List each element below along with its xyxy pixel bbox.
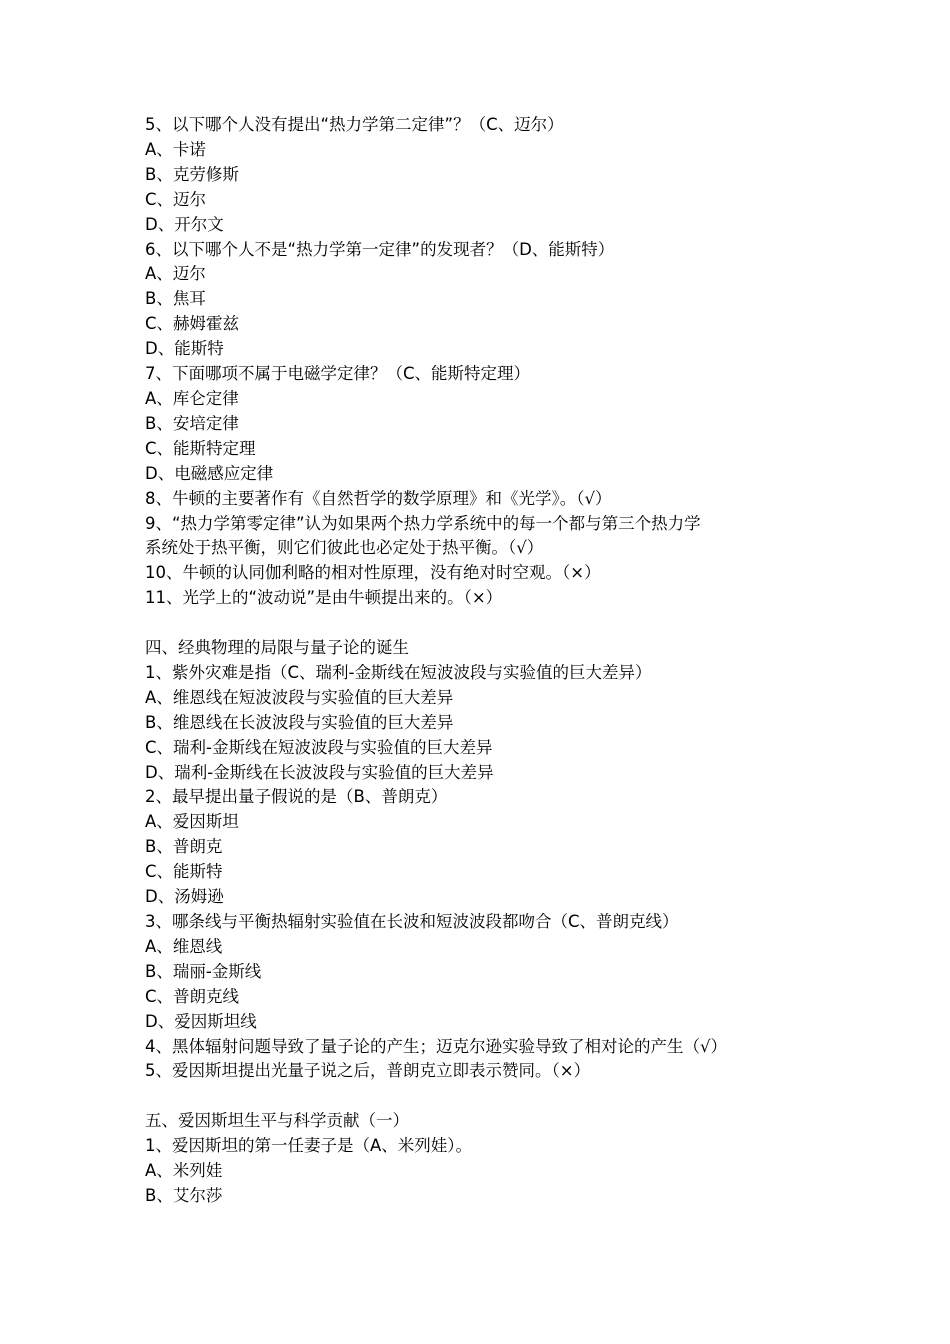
answer-option: A、库仑定律 bbox=[145, 388, 239, 408]
question-line: 8、牛顿的主要著作有《自然哲学的数学原理》和《光学》。（√） bbox=[145, 488, 612, 508]
answer-option: D、开尔文 bbox=[145, 214, 224, 234]
answer-option: C、能斯特 bbox=[145, 862, 223, 882]
answer-option: A、迈尔 bbox=[145, 264, 206, 284]
answer-option: A、米列娃 bbox=[145, 1161, 223, 1181]
answer-option: C、赫姆霍兹 bbox=[145, 314, 240, 334]
answer-option: D、电磁感应定律 bbox=[145, 463, 274, 483]
answer-option: A、卡诺 bbox=[145, 139, 206, 159]
question-line: 3、哪条线与平衡热辐射实验值在长波和短波波段都吻合（C、普朗克线） bbox=[145, 911, 679, 931]
answer-option: C、瑞利-金斯线在短波波段与实验值的巨大差异 bbox=[145, 737, 493, 757]
answer-option: A、爱因斯坦 bbox=[145, 812, 239, 832]
question-line: 7、下面哪项不属于电磁学定律？（C、能斯特定理） bbox=[145, 364, 531, 384]
answer-option: B、克劳修斯 bbox=[145, 164, 239, 184]
question-line: 4、黑体辐射问题导致了量子论的产生；迈克尔逊实验导致了相对论的产生（√） bbox=[145, 1036, 728, 1056]
answer-option: B、焦耳 bbox=[145, 289, 206, 309]
answer-option: B、安培定律 bbox=[145, 413, 239, 433]
question-line: 2、最早提出量子假说的是（B、普朗克） bbox=[145, 787, 448, 807]
blank-line bbox=[145, 1084, 820, 1109]
question-line: 5、以下哪个人没有提出“热力学第二定律”？（C、迈尔） bbox=[145, 115, 564, 134]
answer-option: D、爱因斯坦线 bbox=[145, 1011, 257, 1031]
answer-option: D、能斯特 bbox=[145, 339, 224, 359]
question-line: 11、光学上的“波动说”是由牛顿提出来的。（×） bbox=[145, 588, 503, 608]
question-line: 5、爱因斯坦提出光量子说之后，普朗克立即表示赞同。（×） bbox=[145, 1061, 591, 1081]
answer-option: B、维恩线在长波波段与实验值的巨大差异 bbox=[145, 712, 454, 732]
answer-option: D、瑞利-金斯线在长波波段与实验值的巨大差异 bbox=[145, 762, 494, 782]
answer-option: C、迈尔 bbox=[145, 189, 207, 209]
answer-option: A、维恩线在短波波段与实验值的巨大差异 bbox=[145, 687, 454, 707]
document-body bbox=[145, 113, 820, 1209]
answer-option: B、瑞丽-金斯线 bbox=[145, 961, 262, 981]
question-line: 1、爱因斯坦的第一任妻子是（A、米列娃）。 bbox=[145, 1136, 473, 1156]
section-heading: 四、经典物理的局限与量子论的诞生 bbox=[145, 638, 409, 658]
section-heading: 五、爱因斯坦生平与科学贡献（一） bbox=[145, 1111, 409, 1131]
answer-option: B、普朗克 bbox=[145, 837, 223, 857]
blank-line bbox=[145, 611, 820, 636]
question-line: 6、以下哪个人不是“热力学第一定律”的发现者？（D、能斯特） bbox=[145, 239, 615, 259]
answer-option: D、汤姆逊 bbox=[145, 887, 224, 907]
answer-option: C、能斯特定理 bbox=[145, 438, 256, 458]
question-line: 10、牛顿的认同伽利略的相对性原理，没有绝对时空观。（×） bbox=[145, 563, 601, 583]
answer-option: A、维恩线 bbox=[145, 936, 223, 956]
answer-option: C、普朗克线 bbox=[145, 986, 240, 1006]
question-line: 1、紫外灾难是指（C、瑞利-金斯线在短波波段与实验值的巨大差异） bbox=[145, 662, 652, 682]
question-continuation: 系统处于热平衡，则它们彼此也必定处于热平衡。（√） bbox=[145, 538, 544, 558]
question-line: 9、“热力学第零定律”认为如果两个热力学系统中的每一个都与第三个热力学 bbox=[145, 513, 701, 533]
answer-option: B、艾尔莎 bbox=[145, 1185, 223, 1205]
